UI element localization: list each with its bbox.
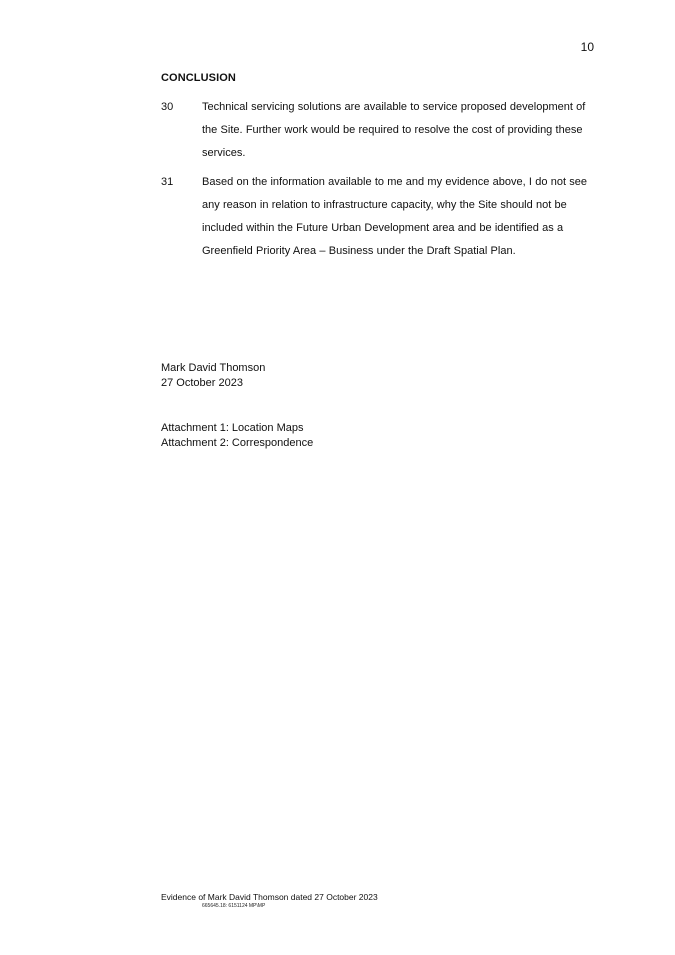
paragraph-text: Based on the information available to me and my evidence above, I do not see any reason in relation to infrastructure capacity, why the Site should not be included within the Future Urban Development area and be identified as a Greenfield Priority Area – Business under the Draft Spatial Plan.	[202, 176, 587, 257]
section-heading: CONCLUSION	[161, 72, 236, 84]
paragraph-number: 30	[161, 101, 174, 113]
paragraph-31	[161, 171, 596, 263]
signature-date: 27 October 2023	[161, 377, 243, 389]
paragraph-number: 31	[161, 176, 174, 188]
page-number: 10	[580, 40, 594, 54]
paragraph-text: Technical servicing solutions are available to service proposed development of the Site. Further work would be required to resolve the cost of providing these services.	[202, 101, 586, 159]
signatory-name: Mark David Thomson	[161, 362, 266, 374]
footer-title: Evidence of Mark David Thomson dated 27 October 2023	[161, 892, 378, 902]
attachment-item: Attachment 2: Correspondence	[161, 437, 314, 449]
paragraph-30	[161, 96, 596, 165]
attachment-item: Attachment 1: Location Maps	[161, 422, 304, 434]
footer-reference: 665645.18: 6151124 MP\MP	[202, 903, 266, 909]
